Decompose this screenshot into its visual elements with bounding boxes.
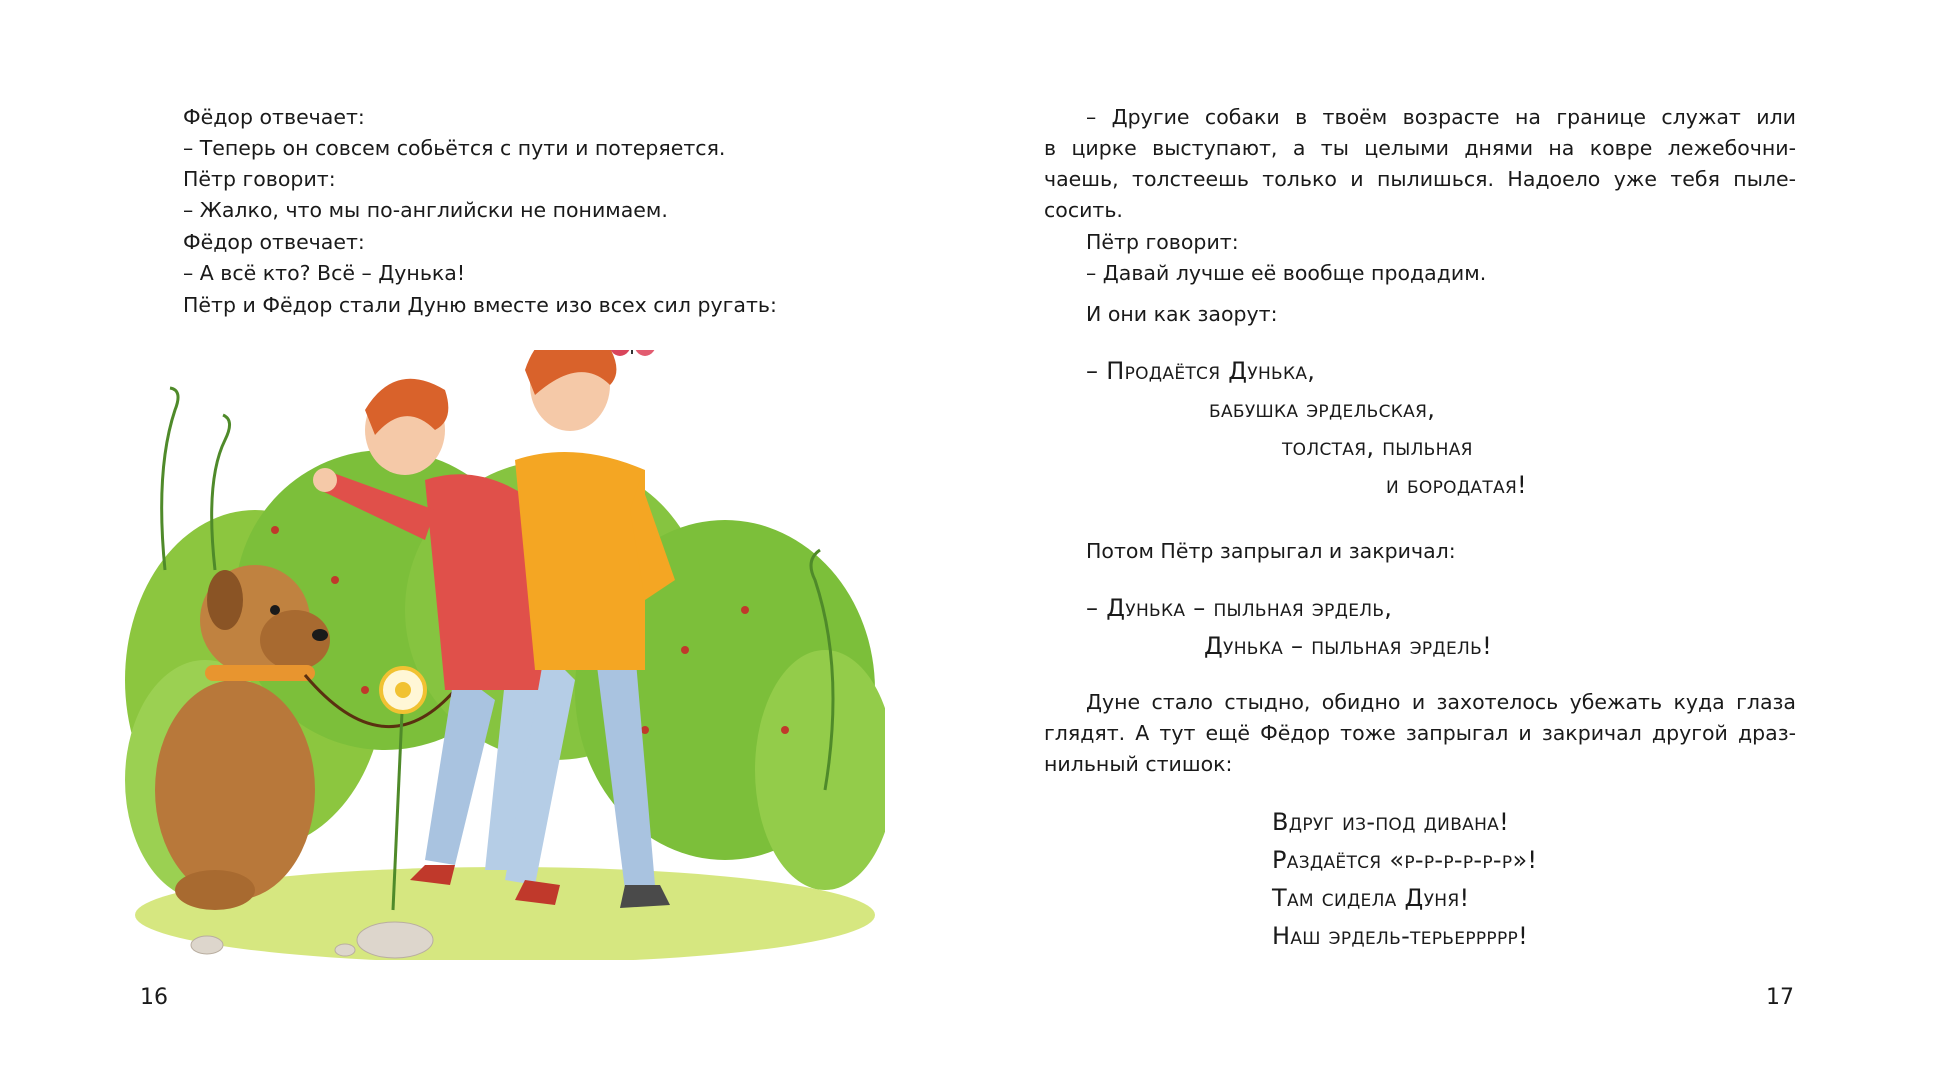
verse-line: и бородатая! — [1386, 471, 1527, 499]
verse-line: Вдруг из-под дивана! — [1272, 808, 1510, 836]
text-line: Пётр говорит: — [1086, 230, 1239, 254]
text-line: – Давай лучше её вообще продадим. — [1086, 261, 1487, 285]
verse-line: толстая, пыльная — [1282, 433, 1473, 461]
stone — [191, 936, 223, 954]
stone — [335, 944, 355, 956]
verse-line: Наш эрдель-терьерpppp! — [1272, 922, 1528, 950]
text-line: Дуне стало стыдно, обидно и захотелось убежать куда глаза — [1086, 690, 1796, 714]
text-line: – Теперь он совсем собьётся с пути и потеряется. — [183, 136, 726, 160]
verse-line: – Продаётся Дунька, — [1086, 357, 1316, 385]
text-line: Фёдор отвечает: — [183, 230, 365, 254]
illustration-boys-and-dog — [125, 350, 885, 960]
text-line: сосить. — [1044, 198, 1123, 222]
butterfly-icon — [608, 350, 657, 356]
verse-line: Дунька – пыльная эрдель! — [1204, 632, 1493, 660]
text-line: И они как заорут: — [1086, 302, 1278, 326]
text-line: – Другие собаки в твоём возрасте на границе служат или — [1086, 105, 1796, 129]
page-number: 17 — [1766, 985, 1794, 1010]
text-line: в цирке выступают, а ты целыми днями на ковре лежебочни- — [1044, 136, 1796, 160]
text-line: глядят. А тут ещё Фёдор тоже запрыгал и закричал другой драз- — [1044, 721, 1796, 745]
text-line: Пётр и Фёдор стали Дуню вместе изо всех сил ругать: — [183, 293, 777, 317]
text-line: нильный стишок: — [1044, 752, 1233, 776]
text-line: Пётр говорит: — [183, 167, 336, 191]
right-page — [974, 0, 1948, 1080]
verse-line: Там сидела Дуня! — [1272, 884, 1470, 912]
text-line: – А всё кто? Всё – Дунька! — [183, 261, 466, 285]
text-line: Фёдор отвечает: — [183, 105, 365, 129]
text-line: чаешь, толстеешь только и пылишься. Надоело уже тебя пыле- — [1044, 167, 1796, 191]
stone — [357, 922, 433, 958]
text-line: – Жалко, что мы по-английски не понимаем. — [183, 198, 668, 222]
text-line: Потом Пётр запрыгал и закричал: — [1086, 539, 1456, 563]
verse-line: Раздаётся «р-р-р-р-р-р»! — [1272, 846, 1538, 874]
verse-line: бабушка эрдельская, — [1209, 395, 1436, 423]
verse-line: – Дунька – пыльная эрдель, — [1086, 594, 1393, 622]
page-number: 16 — [140, 985, 168, 1010]
